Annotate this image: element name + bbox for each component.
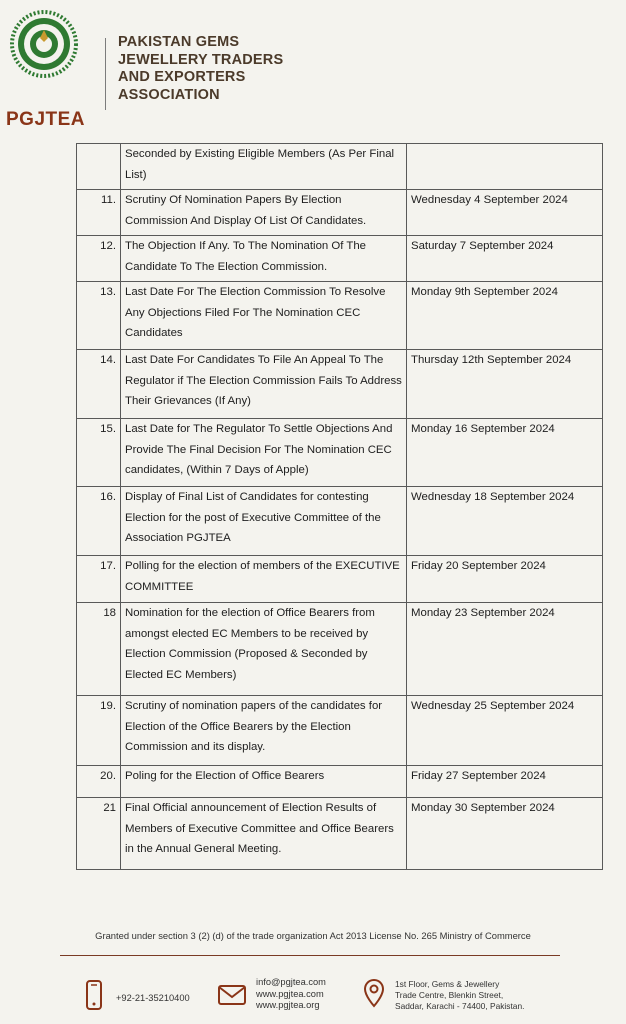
letterhead xyxy=(0,0,626,135)
row-date: Friday 20 September 2024 xyxy=(407,556,603,603)
address-line: Trade Centre, Blenkin Street, xyxy=(395,990,504,1000)
address-line: 1st Floor, Gems & Jewellery xyxy=(395,979,500,989)
row-description: Last Date For Candidates To File An Appeal To The Regulator if The Election Commission Fails To Address Their Grievances (If Any) xyxy=(121,350,407,419)
row-date xyxy=(407,144,603,190)
row-description: Last Date for The Regulator To Settle Objections And Provide The Final Decision For The Nomination CEC candidates, (Within 7 Days of Apple) xyxy=(121,419,407,487)
email-address: info@pgjtea.com xyxy=(256,977,326,987)
org-name-line: JEWELLERY TRADERS xyxy=(118,51,284,68)
schedule-row xyxy=(77,144,603,190)
row-number: 17. xyxy=(77,556,121,603)
row-number: 15. xyxy=(77,419,121,487)
org-name-line: ASSOCIATION xyxy=(118,86,220,103)
row-number: 18 xyxy=(77,603,121,696)
license-note: Granted under section 3 (2) (d) of the trade organization Act 2013 License No. 265 Ministry of Commerce xyxy=(95,930,531,941)
row-number: 14. xyxy=(77,350,121,419)
schedule-row xyxy=(77,798,603,870)
row-number: 19. xyxy=(77,696,121,766)
org-name-line: AND EXPORTERS xyxy=(118,69,246,85)
schedule-row xyxy=(77,696,603,766)
phone-icon xyxy=(85,980,103,1010)
location-pin-icon xyxy=(363,978,385,1008)
schedule-row xyxy=(77,350,603,419)
org-name-line: PAKISTAN GEMS xyxy=(118,34,240,50)
row-description: Nomination for the election of Office Bearers from amongst elected EC Members to be received by Election Commission (Proposed & Seconded by Elected EC Members) xyxy=(121,603,407,696)
row-number: 12. xyxy=(77,236,121,282)
email-web-block xyxy=(256,977,326,1012)
election-schedule-table xyxy=(76,143,603,870)
row-date: Friday 27 September 2024 xyxy=(407,766,603,798)
address-line: Saddar, Karachi - 74400, Pakistan. xyxy=(395,1001,525,1011)
row-date: Wednesday 18 September 2024 xyxy=(407,487,603,556)
row-description: Scrutiny of nomination papers of the candidates for Election of the Office Bearers by the Election Commission and its display. xyxy=(121,696,407,766)
pgjtea-seal-logo xyxy=(10,10,78,78)
row-description: Final Official announcement of Election Results of Members of Executive Committee and Office Bearers in the Annual General Meeting. xyxy=(121,798,407,870)
row-description: Display of Final List of Candidates for contesting Election for the post of Executive Committee of the Association PGJTEA xyxy=(121,487,407,556)
row-description: The Objection If Any. To The Nomination Of The Candidate To The Election Commission. xyxy=(121,236,407,282)
row-date: Wednesday 25 September 2024 xyxy=(407,696,603,766)
row-number: 21 xyxy=(77,798,121,870)
schedule-row xyxy=(77,556,603,603)
mail-icon xyxy=(218,985,246,1005)
row-date: Monday 23 September 2024 xyxy=(407,603,603,696)
logo-wordmark: PGJTEA xyxy=(6,109,86,130)
schedule-row xyxy=(77,419,603,487)
row-date: Saturday 7 September 2024 xyxy=(407,236,603,282)
row-number: 11. xyxy=(77,190,121,236)
row-date: Monday 30 September 2024 xyxy=(407,798,603,870)
website-com: www.pgjtea.com xyxy=(256,988,324,999)
row-description: Seconded by Existing Eligible Members (As Per Final List) xyxy=(121,144,407,190)
website-org: www.pgjtea.org xyxy=(256,1000,320,1010)
row-date: Monday 16 September 2024 xyxy=(407,419,603,487)
schedule-row xyxy=(77,603,603,696)
footer-divider xyxy=(60,955,560,956)
header-divider xyxy=(105,38,106,110)
row-description: Poling for the Election of Office Bearers xyxy=(121,766,407,798)
schedule-row xyxy=(77,236,603,282)
row-description: Polling for the election of members of the EXECUTIVE COMMITTEE xyxy=(121,556,407,603)
phone-number: +92-21-35210400 xyxy=(116,993,190,1003)
row-number: 20. xyxy=(77,766,121,798)
row-number: 13. xyxy=(77,282,121,350)
schedule-row xyxy=(77,282,603,350)
schedule-row xyxy=(77,487,603,556)
row-number xyxy=(77,144,121,190)
row-date: Monday 9th September 2024 xyxy=(407,282,603,350)
row-description: Last Date For The Election Commission To Resolve Any Objections Filed For The Nomination CEC Candidates xyxy=(121,282,407,350)
row-date: Wednesday 4 September 2024 xyxy=(407,190,603,236)
organization-name xyxy=(118,34,283,104)
row-date: Thursday 12th September 2024 xyxy=(407,350,603,419)
row-description: Scrutiny Of Nomination Papers By Election Commission And Display Of List Of Candidates. xyxy=(121,190,407,236)
row-number: 16. xyxy=(77,487,121,556)
schedule-row xyxy=(77,766,603,798)
schedule-row xyxy=(77,190,603,236)
postal-address xyxy=(395,979,524,1012)
